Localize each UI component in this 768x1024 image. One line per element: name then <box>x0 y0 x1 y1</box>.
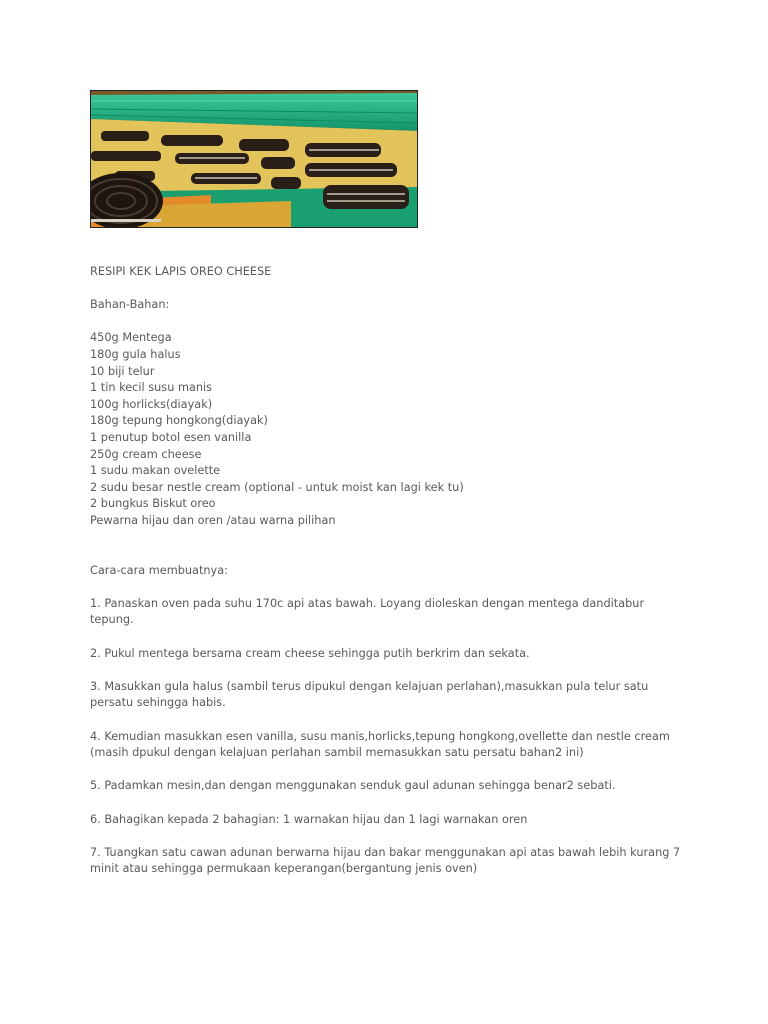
step-line: tepung. <box>90 613 134 627</box>
cake-photo <box>90 90 418 228</box>
step-line: 1. Panaskan oven pada suhu 170c api atas bawah. Loyang dioleskan dengan mentega danditabur <box>90 596 645 610</box>
ingredient-item: Pewarna hijau dan oren /atau warna pilihan <box>90 513 336 527</box>
step-line: 3. Masukkan gula halus (sambil terus dipukul dengan kelajuan perlahan),masukkan pula telur satu <box>90 679 649 693</box>
step-line: minit atau sehingga permukaan keperangan(bergantung jenis oven) <box>90 862 478 876</box>
spacer <box>90 579 690 596</box>
step-line: 4. Kemudian masukkan esen vanilla, susu manis,horlicks,tepung hongkong,ovellette dan nestle cream <box>90 729 670 743</box>
ingredient-item: 2 bungkus Biskut oreo <box>90 497 216 511</box>
ingredient-item: 1 penutup botol esen vanilla <box>90 430 252 444</box>
method-step <box>90 729 690 762</box>
ingredients-heading: Bahan-Bahan: <box>90 298 170 312</box>
ingredient-item: 180g tepung hongkong(diayak) <box>90 414 268 428</box>
step-line: 2. Pukul mentega bersama cream cheese sehingga putih berkrim dan sekata. <box>90 646 530 660</box>
step-line: 7. Tuangkan satu cawan adunan berwarna hijau dan bakar menggunakan api atas bawah lebih kurang 7 <box>90 845 681 859</box>
step-line: (masih dpukul dengan kelajuan perlahan sambil memasukkan satu persatu bahan2 ini) <box>90 746 584 760</box>
method-step <box>90 778 690 795</box>
ingredient-item: 10 biji telur <box>90 364 155 378</box>
ingredient-item: 100g horlicks(diayak) <box>90 397 213 411</box>
ingredient-item: 250g cream cheese <box>90 447 202 461</box>
spacer <box>90 314 690 331</box>
ingredient-item: 1 sudu makan ovelette <box>90 464 221 478</box>
ingredient-item: 2 sudu besar nestle cream (optional - untuk moist kan lagi kek tu) <box>90 480 464 494</box>
method-steps <box>90 596 690 878</box>
step-line: persatu sehingga habis. <box>90 696 226 710</box>
step-line: 5. Padamkan mesin,dan dengan menggunakan senduk gaul adunan sehingga benar2 sebati. <box>90 779 616 793</box>
spacer <box>90 530 690 563</box>
recipe-text <box>90 264 690 895</box>
ingredient-item: 180g gula halus <box>90 347 181 361</box>
method-step <box>90 845 690 878</box>
ingredients-list <box>90 330 690 529</box>
method-step <box>90 646 690 663</box>
method-step <box>90 679 690 712</box>
method-heading: Cara-cara membuatnya: <box>90 563 228 577</box>
step-line: 6. Bahagikan kepada 2 bahagian: 1 warnakan hijau dan 1 lagi warnakan oren <box>90 812 528 826</box>
ingredient-item: 450g Mentega <box>90 331 172 345</box>
method-step <box>90 596 690 629</box>
ingredient-item: 1 tin kecil susu manis <box>90 381 213 395</box>
oreo-layer-cake-image <box>91 91 418 228</box>
recipe-title: RESIPI KEK LAPIS OREO CHEESE <box>90 265 272 278</box>
method-step <box>90 812 690 829</box>
